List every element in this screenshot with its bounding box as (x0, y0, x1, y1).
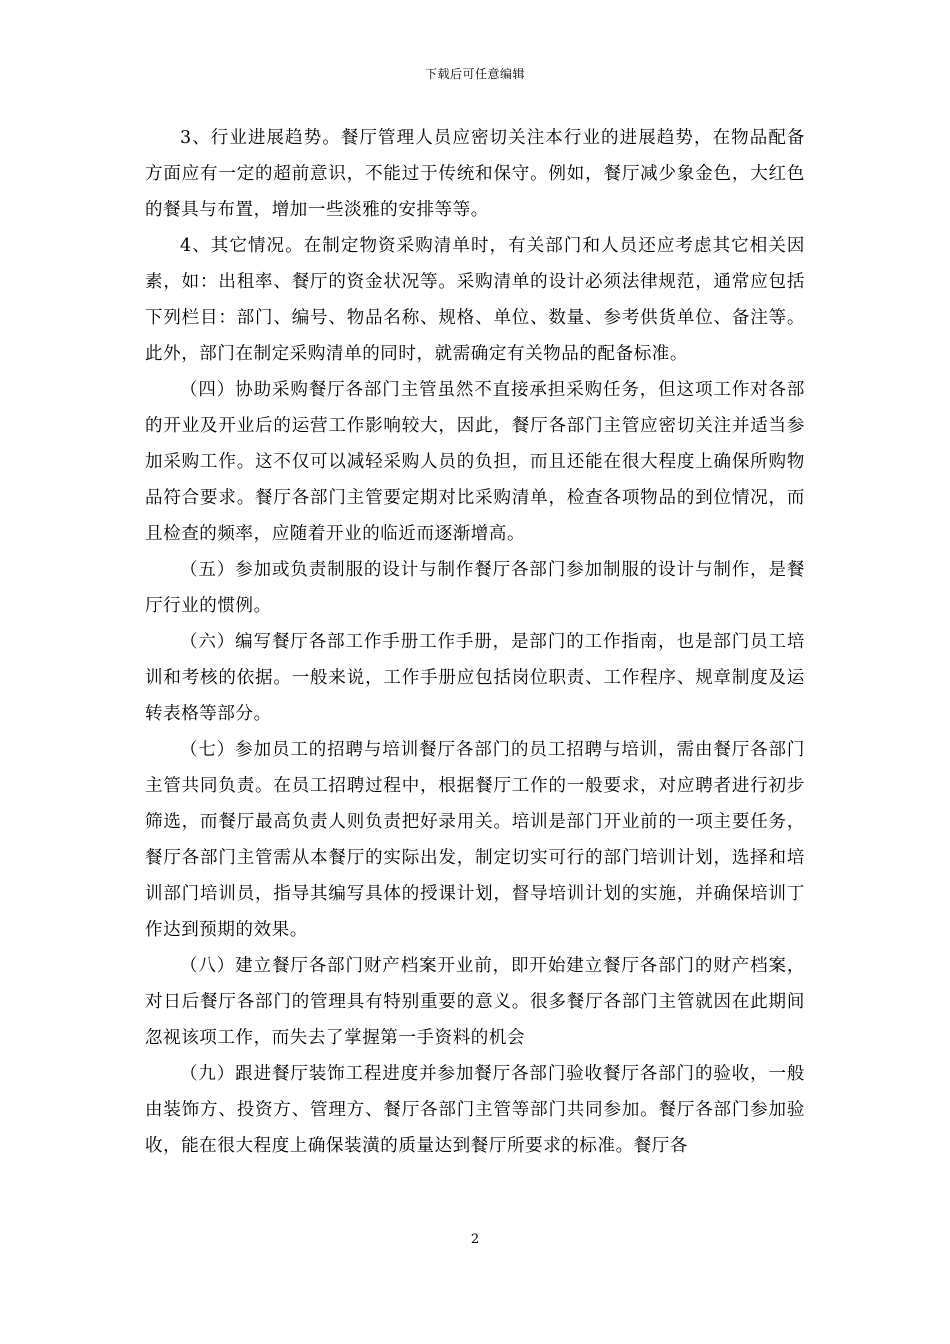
paragraph-recruit-training: （七）参加员工的招聘与培训餐厅各部门的员工招聘与培训，需由餐厅各部门主管共同负责。在员工招聘过程中，根据餐厅工作的一般要求，对应聘者进行初步筛选，而餐厅最高负责人则负责把好录用关。培训是部门开业前的一项主要任务，餐厅各部门主管需从本餐厅的实际出发，制定切实可行的部门培训计划，选择和培训部门培训员，指导其编写具体的授课计划，督导培训计划的实施，并确保培训丁作达到预期的效果。 (145, 740, 805, 940)
paragraph-decoration-acceptance: （九）跟进餐厅装饰工程进度并参加餐厅各部门验收餐厅各部门的验收，一般由装饰方、投资方、管理方、餐厅各部门主管等部门共同参加。餐厅各部门参加验收，能在很大程度上确保装潢的质量达到餐厅所要求的标准。餐厅各 (145, 1064, 805, 1156)
paragraph-work-manual: （六）编写餐厅各部工作手册工作手册，是部门的工作指南，也是部门员工培训和考核的依据。一般来说，工作手册应包括岗位职责、工作程序、规章制度及运转表格等部分。 (145, 632, 805, 724)
page-header: 下载后可任意编辑 (424, 67, 525, 81)
page-number: 2 (470, 1232, 480, 1247)
paragraph-other-conditions: 4、其它情况。在制定物资采购清单时，有关部门和人员还应考虑其它相关因素，如：出租率、餐厅的资金状况等。采购清单的设计必须法律规范，通常应包括下列栏目：部门、编号、物品名称、规格、单位、数量、参考供货单位、备注等。此外，部门在制定采购清单的同时，就需确定有关物品的配备标准。 (145, 236, 805, 364)
paragraph-property-records: （八）建立餐厅各部门财产档案开业前，即开始建立餐厅各部门的财产档案，对日后餐厅各部门的管理具有特别重要的意义。很多餐厅各部门主管就因在此期间忽视该项工作，而失去了掌握第一手资料的机会 (145, 956, 805, 1048)
body-text (145, 120, 805, 1164)
paragraph-industry-trend: 3、行业进展趋势。餐厅管理人员应密切关注本行业的进展趋势，在物品配备方面应有一定的超前意识，不能过于传统和保守。例如，餐厅减少象金色，大红色的餐具与布置，增加一些淡雅的安排等等。 (145, 128, 805, 220)
paragraph-uniform-design: （五）参加或负责制服的设计与制作餐厅各部门参加制服的设计与制作，是餐厅行业的惯例。 (145, 560, 805, 616)
paragraph-assist-purchasing: （四）协助采购餐厅各部门主管虽然不直接承担采购任务，但这项工作对各部的开业及开业后的运营工作影响较大，因此，餐厅各部门主管应密切关注并适当参加采购工作。这不仅可以减轻采购人员的负担，而且还能在很大程度上确保所购物品符合要求。餐厅各部门主管要定期对比采购清单，检查各项物品的到位情况，而且检查的频率，应随着开业的临近而逐渐增高。 (145, 380, 805, 544)
